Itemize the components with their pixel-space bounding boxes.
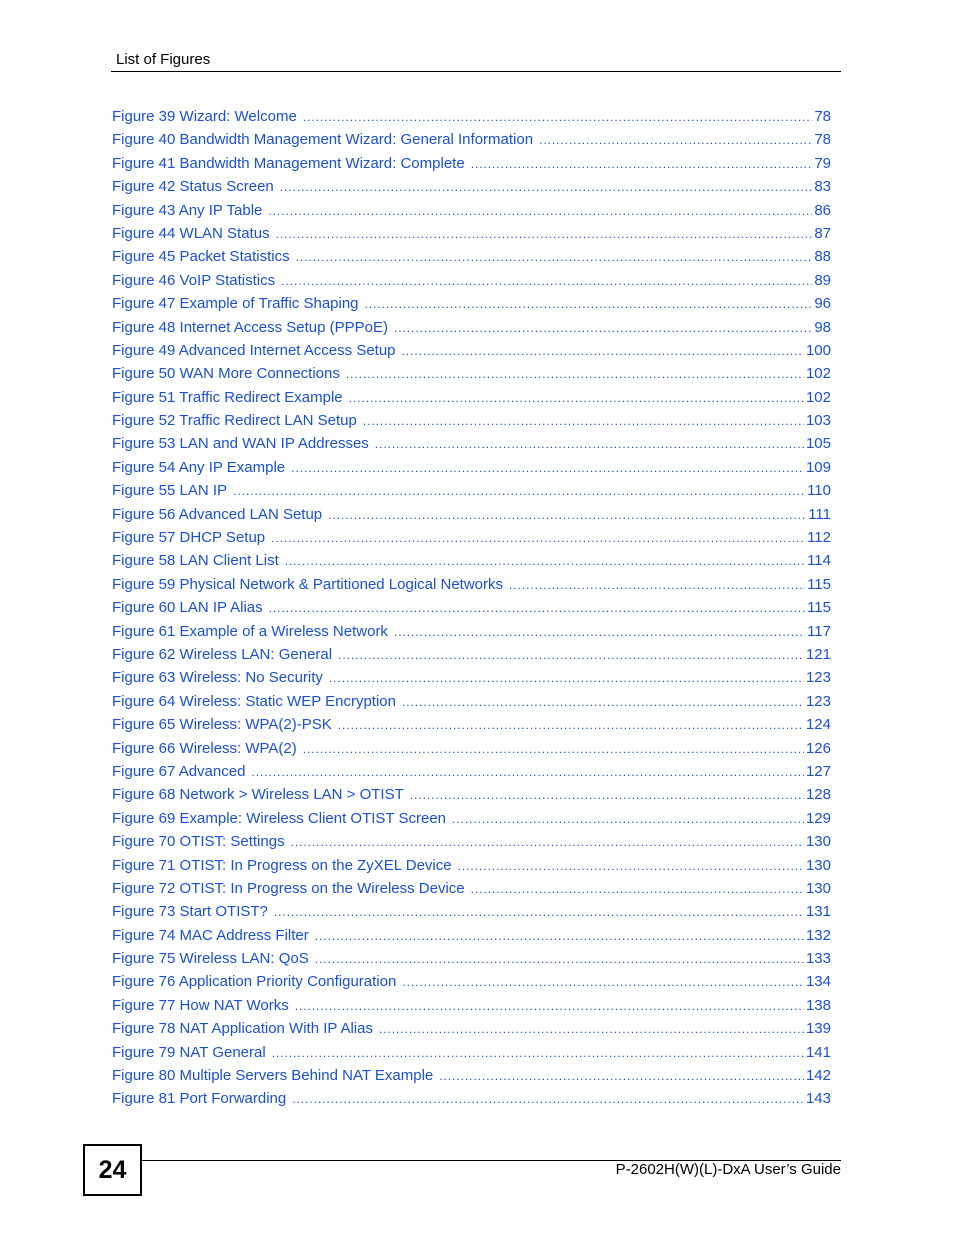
figure-title: Figure 81 Port Forwarding	[112, 1090, 287, 1108]
list-of-figures	[112, 105, 831, 1111]
figure-link[interactable]	[112, 737, 831, 760]
figure-link[interactable]	[112, 643, 831, 666]
dot-leader	[471, 878, 804, 900]
figure-link[interactable]	[112, 807, 831, 830]
figure-title: Figure 53 LAN and WAN IP Addresses	[112, 435, 369, 453]
figure-title: Figure 54 Any IP Example	[112, 458, 286, 476]
figure-link[interactable]	[112, 1064, 831, 1087]
page-number: 24	[83, 1144, 142, 1196]
figure-title: Figure 76 Application Priority Configuration	[112, 973, 397, 991]
figure-title: Figure 51 Traffic Redirect Example	[112, 388, 343, 406]
figure-page-number: 110	[807, 482, 831, 500]
figure-link[interactable]	[112, 620, 831, 643]
figure-page-number: 78	[814, 131, 831, 149]
figure-page-number: 130	[805, 879, 831, 897]
dot-leader	[285, 550, 805, 572]
figure-title: Figure 64 Wireless: Static WEP Encryption	[112, 692, 396, 710]
figure-page-number: 131	[805, 903, 831, 921]
figure-title: Figure 60 LAN IP Alias	[112, 599, 263, 617]
dot-leader	[539, 129, 812, 151]
dot-leader	[349, 387, 804, 409]
figure-page-number: 123	[805, 692, 831, 710]
figure-page-number: 86	[814, 201, 831, 219]
figure-title: Figure 68 Network > Wireless LAN > OTIST	[112, 786, 404, 804]
figure-page-number: 143	[805, 1090, 831, 1108]
figure-link[interactable]	[112, 199, 831, 222]
figure-title: Figure 47 Example of Traffic Shaping	[112, 295, 359, 313]
dot-leader	[303, 738, 804, 760]
figure-link[interactable]	[112, 269, 831, 292]
figure-link[interactable]	[112, 924, 831, 947]
figure-page-number: 124	[805, 716, 831, 734]
figure-link[interactable]	[112, 526, 831, 549]
dot-leader	[365, 293, 813, 315]
figure-title: Figure 57 DHCP Setup	[112, 529, 266, 547]
figure-page-number: 79	[814, 154, 831, 172]
dot-leader	[338, 644, 804, 666]
figure-link[interactable]	[112, 1041, 831, 1064]
figure-page-number: 98	[814, 318, 831, 336]
dot-leader	[402, 691, 804, 713]
figure-link[interactable]	[112, 105, 831, 128]
figure-title: Figure 66 Wireless: WPA(2)	[112, 739, 297, 757]
figure-page-number: 126	[805, 739, 831, 757]
figure-page-number: 114	[807, 552, 831, 570]
figure-title: Figure 46 VoIP Statistics	[112, 271, 276, 289]
dot-leader	[296, 246, 813, 268]
figure-page-number: 111	[808, 505, 831, 523]
dot-leader	[315, 925, 804, 947]
dot-leader	[402, 340, 804, 362]
dot-leader	[315, 948, 804, 970]
guide-title: P-2602H(W)(L)-DxA User’s Guide	[615, 1161, 841, 1178]
figure-title: Figure 61 Example of a Wireless Network	[112, 622, 388, 640]
figure-title: Figure 52 Traffic Redirect LAN Setup	[112, 412, 357, 430]
figure-link[interactable]	[112, 830, 831, 853]
figure-page-number: 115	[807, 599, 831, 617]
figure-title: Figure 65 Wireless: WPA(2)-PSK	[112, 716, 332, 734]
figure-page-number: 130	[805, 856, 831, 874]
figure-page-number: 134	[805, 973, 831, 991]
figure-page-number: 109	[805, 458, 831, 476]
figure-link[interactable]	[112, 760, 831, 783]
figure-page-number: 117	[807, 622, 831, 640]
dot-leader	[439, 1065, 804, 1087]
dot-leader	[346, 363, 804, 385]
figure-link[interactable]	[112, 245, 831, 268]
figure-page-number: 88	[814, 248, 831, 266]
figure-page-number: 105	[805, 435, 831, 453]
figure-page-number: 127	[805, 762, 831, 780]
figure-link[interactable]	[112, 409, 831, 432]
figure-page-number: 132	[805, 926, 831, 944]
figure-link[interactable]	[112, 877, 831, 900]
dot-leader	[394, 317, 812, 339]
figure-link[interactable]	[112, 339, 831, 362]
dot-leader	[271, 527, 805, 549]
figure-page-number: 141	[805, 1043, 831, 1061]
figure-page-number: 138	[805, 996, 831, 1014]
dot-leader	[452, 808, 804, 830]
figure-page-number: 112	[807, 529, 831, 547]
figure-page-number: 115	[807, 575, 831, 593]
figure-title: Figure 73 Start OTIST?	[112, 903, 268, 921]
figure-title: Figure 58 LAN Client List	[112, 552, 279, 570]
figure-page-number: 78	[814, 108, 831, 125]
figure-link[interactable]	[112, 386, 831, 409]
figure-page-number: 102	[805, 388, 831, 406]
dot-leader	[329, 667, 804, 689]
figure-title: Figure 62 Wireless LAN: General	[112, 645, 333, 663]
figure-link[interactable]	[112, 549, 831, 572]
figure-link[interactable]	[112, 666, 831, 689]
dot-leader	[251, 761, 804, 783]
dot-leader	[363, 410, 804, 432]
figure-link[interactable]	[112, 1087, 831, 1110]
figure-page-number: 128	[805, 786, 831, 804]
figure-link[interactable]	[112, 152, 831, 175]
figure-link[interactable]	[112, 994, 831, 1017]
figure-page-number: 102	[805, 365, 831, 383]
figure-link[interactable]	[112, 900, 831, 923]
figure-title: Figure 71 OTIST: In Progress on the ZyXEL Device	[112, 856, 452, 874]
figure-page-number: 121	[805, 645, 831, 663]
figure-link[interactable]	[112, 690, 831, 713]
dot-leader	[328, 504, 806, 526]
figure-title: Figure 80 Multiple Servers Behind NAT Example	[112, 1067, 434, 1085]
figure-title: Figure 43 Any IP Table	[112, 201, 263, 219]
dot-leader	[281, 270, 812, 292]
dot-leader	[291, 831, 804, 853]
figure-page-number: 129	[805, 809, 831, 827]
dot-leader	[375, 433, 804, 455]
dot-leader	[509, 574, 805, 596]
figure-title: Figure 78 NAT Application With IP Alias	[112, 1020, 373, 1038]
figure-link[interactable]	[112, 596, 831, 619]
figure-title: Figure 56 Advanced LAN Setup	[112, 505, 323, 523]
figure-page-number: 83	[814, 178, 831, 196]
figure-title: Figure 50 WAN More Connections	[112, 365, 340, 383]
figure-link[interactable]	[112, 362, 831, 385]
dot-leader	[471, 153, 813, 175]
figure-title: Figure 48 Internet Access Setup (PPPoE)	[112, 318, 388, 336]
dot-leader	[402, 971, 804, 993]
dot-leader	[269, 597, 805, 619]
figure-title: Figure 49 Advanced Internet Access Setup	[112, 341, 396, 359]
figure-title: Figure 40 Bandwidth Management Wizard: General Information	[112, 131, 534, 149]
figure-link[interactable]	[112, 479, 831, 502]
figure-title: Figure 63 Wireless: No Security	[112, 669, 323, 687]
figure-link[interactable]	[112, 573, 831, 596]
figure-link[interactable]	[112, 175, 831, 198]
figure-link[interactable]	[112, 503, 831, 526]
figure-title: Figure 41 Bandwidth Management Wizard: Complete	[112, 154, 465, 172]
figure-title: Figure 55 LAN IP	[112, 482, 228, 500]
figure-title: Figure 42 Status Screen	[112, 178, 274, 196]
figure-link[interactable]	[112, 947, 831, 970]
dot-leader	[268, 200, 812, 222]
figure-title: Figure 72 OTIST: In Progress on the Wireless Device	[112, 879, 465, 897]
figure-title: Figure 67 Advanced	[112, 762, 246, 780]
figure-link[interactable]	[112, 854, 831, 877]
dot-leader	[291, 457, 804, 479]
figure-link[interactable]	[112, 316, 831, 339]
dot-leader	[272, 1042, 804, 1064]
figure-page-number: 103	[805, 412, 831, 430]
figure-title: Figure 69 Example: Wireless Client OTIST Screen	[112, 809, 447, 827]
dot-leader	[379, 1018, 804, 1040]
figure-title: Figure 39 Wizard: Welcome	[112, 108, 297, 125]
figure-title: Figure 45 Packet Statistics	[112, 248, 290, 266]
dot-leader	[458, 855, 804, 877]
figure-link[interactable]	[112, 292, 831, 315]
figure-link[interactable]	[112, 222, 831, 245]
figure-title: Figure 75 Wireless LAN: QoS	[112, 950, 309, 968]
figure-page-number: 139	[805, 1020, 831, 1038]
dot-leader	[338, 714, 804, 736]
figure-page-number: 130	[805, 833, 831, 851]
figure-title: Figure 70 OTIST: Settings	[112, 833, 285, 851]
figure-page-number: 142	[805, 1067, 831, 1085]
figure-link[interactable]	[112, 713, 831, 736]
figure-link[interactable]	[112, 432, 831, 455]
figure-page-number: 123	[805, 669, 831, 687]
dot-leader	[394, 621, 805, 643]
dot-leader	[233, 480, 805, 502]
dot-leader	[280, 176, 813, 198]
dot-leader	[274, 901, 804, 923]
header-divider	[111, 71, 841, 72]
running-header: List of Figures	[116, 51, 211, 68]
dot-leader	[295, 995, 804, 1017]
dot-leader	[303, 106, 813, 128]
figure-title: Figure 77 How NAT Works	[112, 996, 289, 1014]
dot-leader	[410, 784, 804, 806]
figure-title: Figure 59 Physical Network & Partitioned Logical Networks	[112, 575, 504, 593]
figure-title: Figure 74 MAC Address Filter	[112, 926, 309, 944]
figure-link[interactable]	[112, 128, 831, 151]
dot-leader	[292, 1088, 804, 1110]
figure-link[interactable]	[112, 456, 831, 479]
figure-link[interactable]	[112, 970, 831, 993]
figure-page-number: 133	[805, 950, 831, 968]
figure-page-number: 87	[814, 224, 831, 242]
figure-title: Figure 79 NAT General	[112, 1043, 266, 1061]
figure-page-number: 100	[805, 341, 831, 359]
figure-page-number: 96	[814, 295, 831, 313]
figure-title: Figure 44 WLAN Status	[112, 224, 270, 242]
figure-link[interactable]	[112, 783, 831, 806]
figure-link[interactable]	[112, 1017, 831, 1040]
dot-leader	[276, 223, 813, 245]
figure-page-number: 89	[814, 271, 831, 289]
